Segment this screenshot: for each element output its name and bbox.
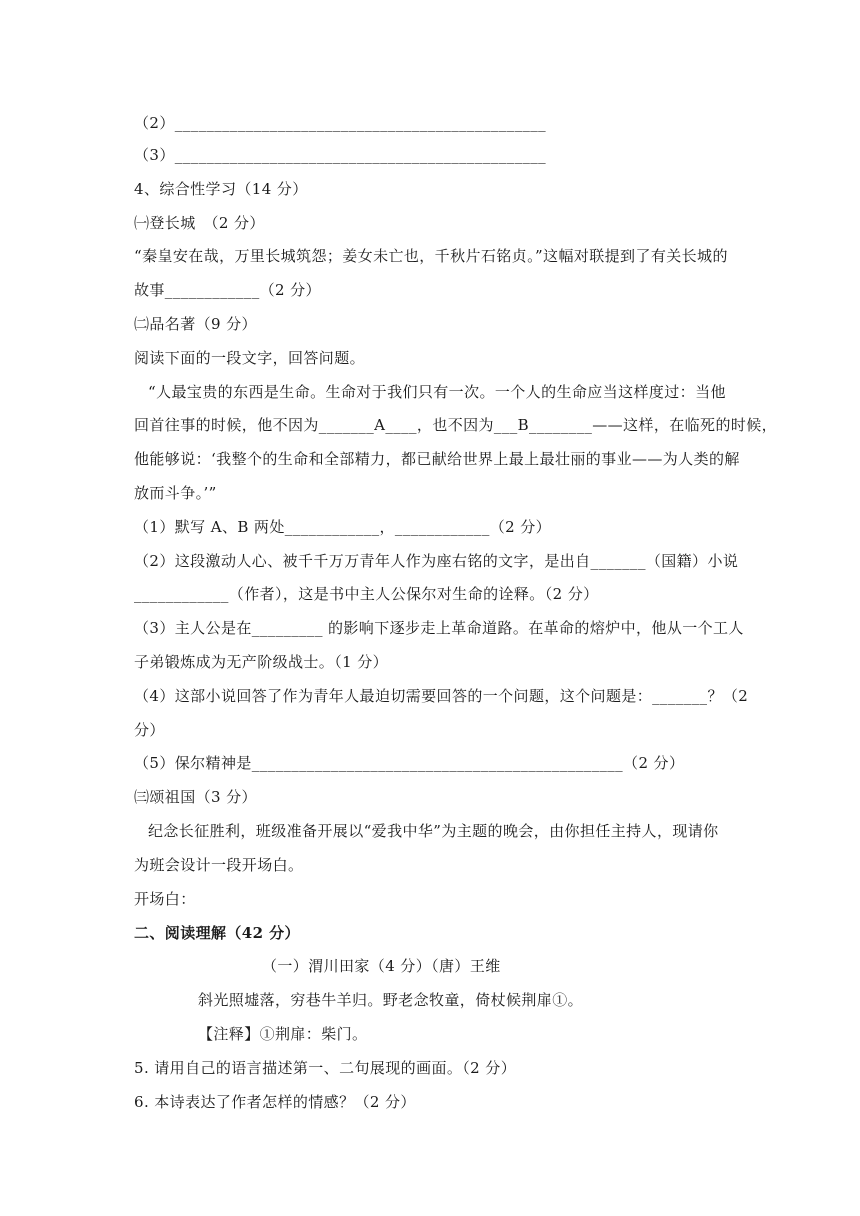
subsection-great-wall: ㈠登长城 （2 分） [134, 214, 265, 232]
question-4-line-1: （4）这部小说回答了作为青年人最迫切需要回答的一个问题，这个问题是：_______？（2 [134, 687, 749, 705]
subsection-praise-motherland: ㈢颂祖国（3 分） [134, 788, 257, 806]
poem-text: 斜光照墟落，穷巷牛羊归。野老念牧童，倚杖候荆扉①。 [198, 991, 584, 1009]
subsection-classics: ㈡品名著（9 分） [134, 315, 257, 333]
answer-line-2: （2）_______________________________________________ [134, 114, 547, 132]
question-item-5: 5. 请用自己的语言描述第一、二句展现的画面。（2 分） [134, 1059, 517, 1077]
quote-line-4: 放而斗争。’” [134, 484, 217, 502]
question-item-6: 6. 本诗表达了作者怎样的情感？（2 分） [134, 1093, 416, 1111]
quote-line-1: “人最宝贵的东西是生命。生命对于我们只有一次。一个人的生命应当这样度过：当他 [148, 383, 726, 401]
question-4-line-2: 分） [134, 721, 165, 739]
host-task-line-2: 为班会设计一段开场白。 [134, 856, 304, 874]
opening-remarks-label: 开场白： [134, 890, 196, 908]
quote-line-3: 他能够说：‘我整个的生命和全部精力，都已献给世界上最上最壮丽的事业——为人类的解 [134, 450, 740, 468]
question-5: （5）保尔精神是_______________________________________________（2 分） [134, 754, 685, 772]
question-2-line-2: ____________（作者），这是书中主人公保尔对生命的诠释。（2 分） [134, 585, 599, 603]
section-heading-reading: 二、阅读理解（42 分） [134, 924, 300, 942]
answer-line-3: （3）_______________________________________________ [134, 146, 547, 164]
poem-annotation: 【注释】①荆扉：柴门。 [198, 1025, 368, 1043]
quote-line-2: 回首往事的时候，他不因为_______A____，也不因为___B________——这样，在临死的时候， [134, 416, 778, 434]
host-task-line-1: 纪念长征胜利，班级准备开展以“爱我中华”为主题的晚会，由你担任主持人，现请你 [148, 822, 719, 840]
question-3-line-2: 子弟锻炼成为无产阶级战士。（1 分） [134, 653, 389, 671]
section-heading-comprehensive-study: 4、综合性学习（14 分） [134, 180, 308, 198]
question-2-line-1: （2）这段激动人心、被千千万万青年人作为座右铭的文字，是出自_______（国籍）小说 [134, 552, 739, 570]
reading-instruction: 阅读下面的一段文字，回答问题。 [134, 349, 366, 367]
poem-title: （一）渭川田家（4 分）（唐）王维 [262, 957, 501, 975]
question-3-line-1: （3）主人公是在_________ 的影响下逐步走上革命道路。在革命的熔炉中，他从一个工人 [134, 619, 744, 637]
couplet-question-line-2: 故事____________（2 分） [134, 281, 321, 299]
question-1: （1）默写 A、B 两处____________，____________（2 分） [134, 518, 552, 536]
couplet-question-line-1: “秦皇安在哉，万里长城筑怨；姜女未亡也，千秋片石铭贞。”这幅对联提到了有关长城的 [134, 247, 728, 265]
